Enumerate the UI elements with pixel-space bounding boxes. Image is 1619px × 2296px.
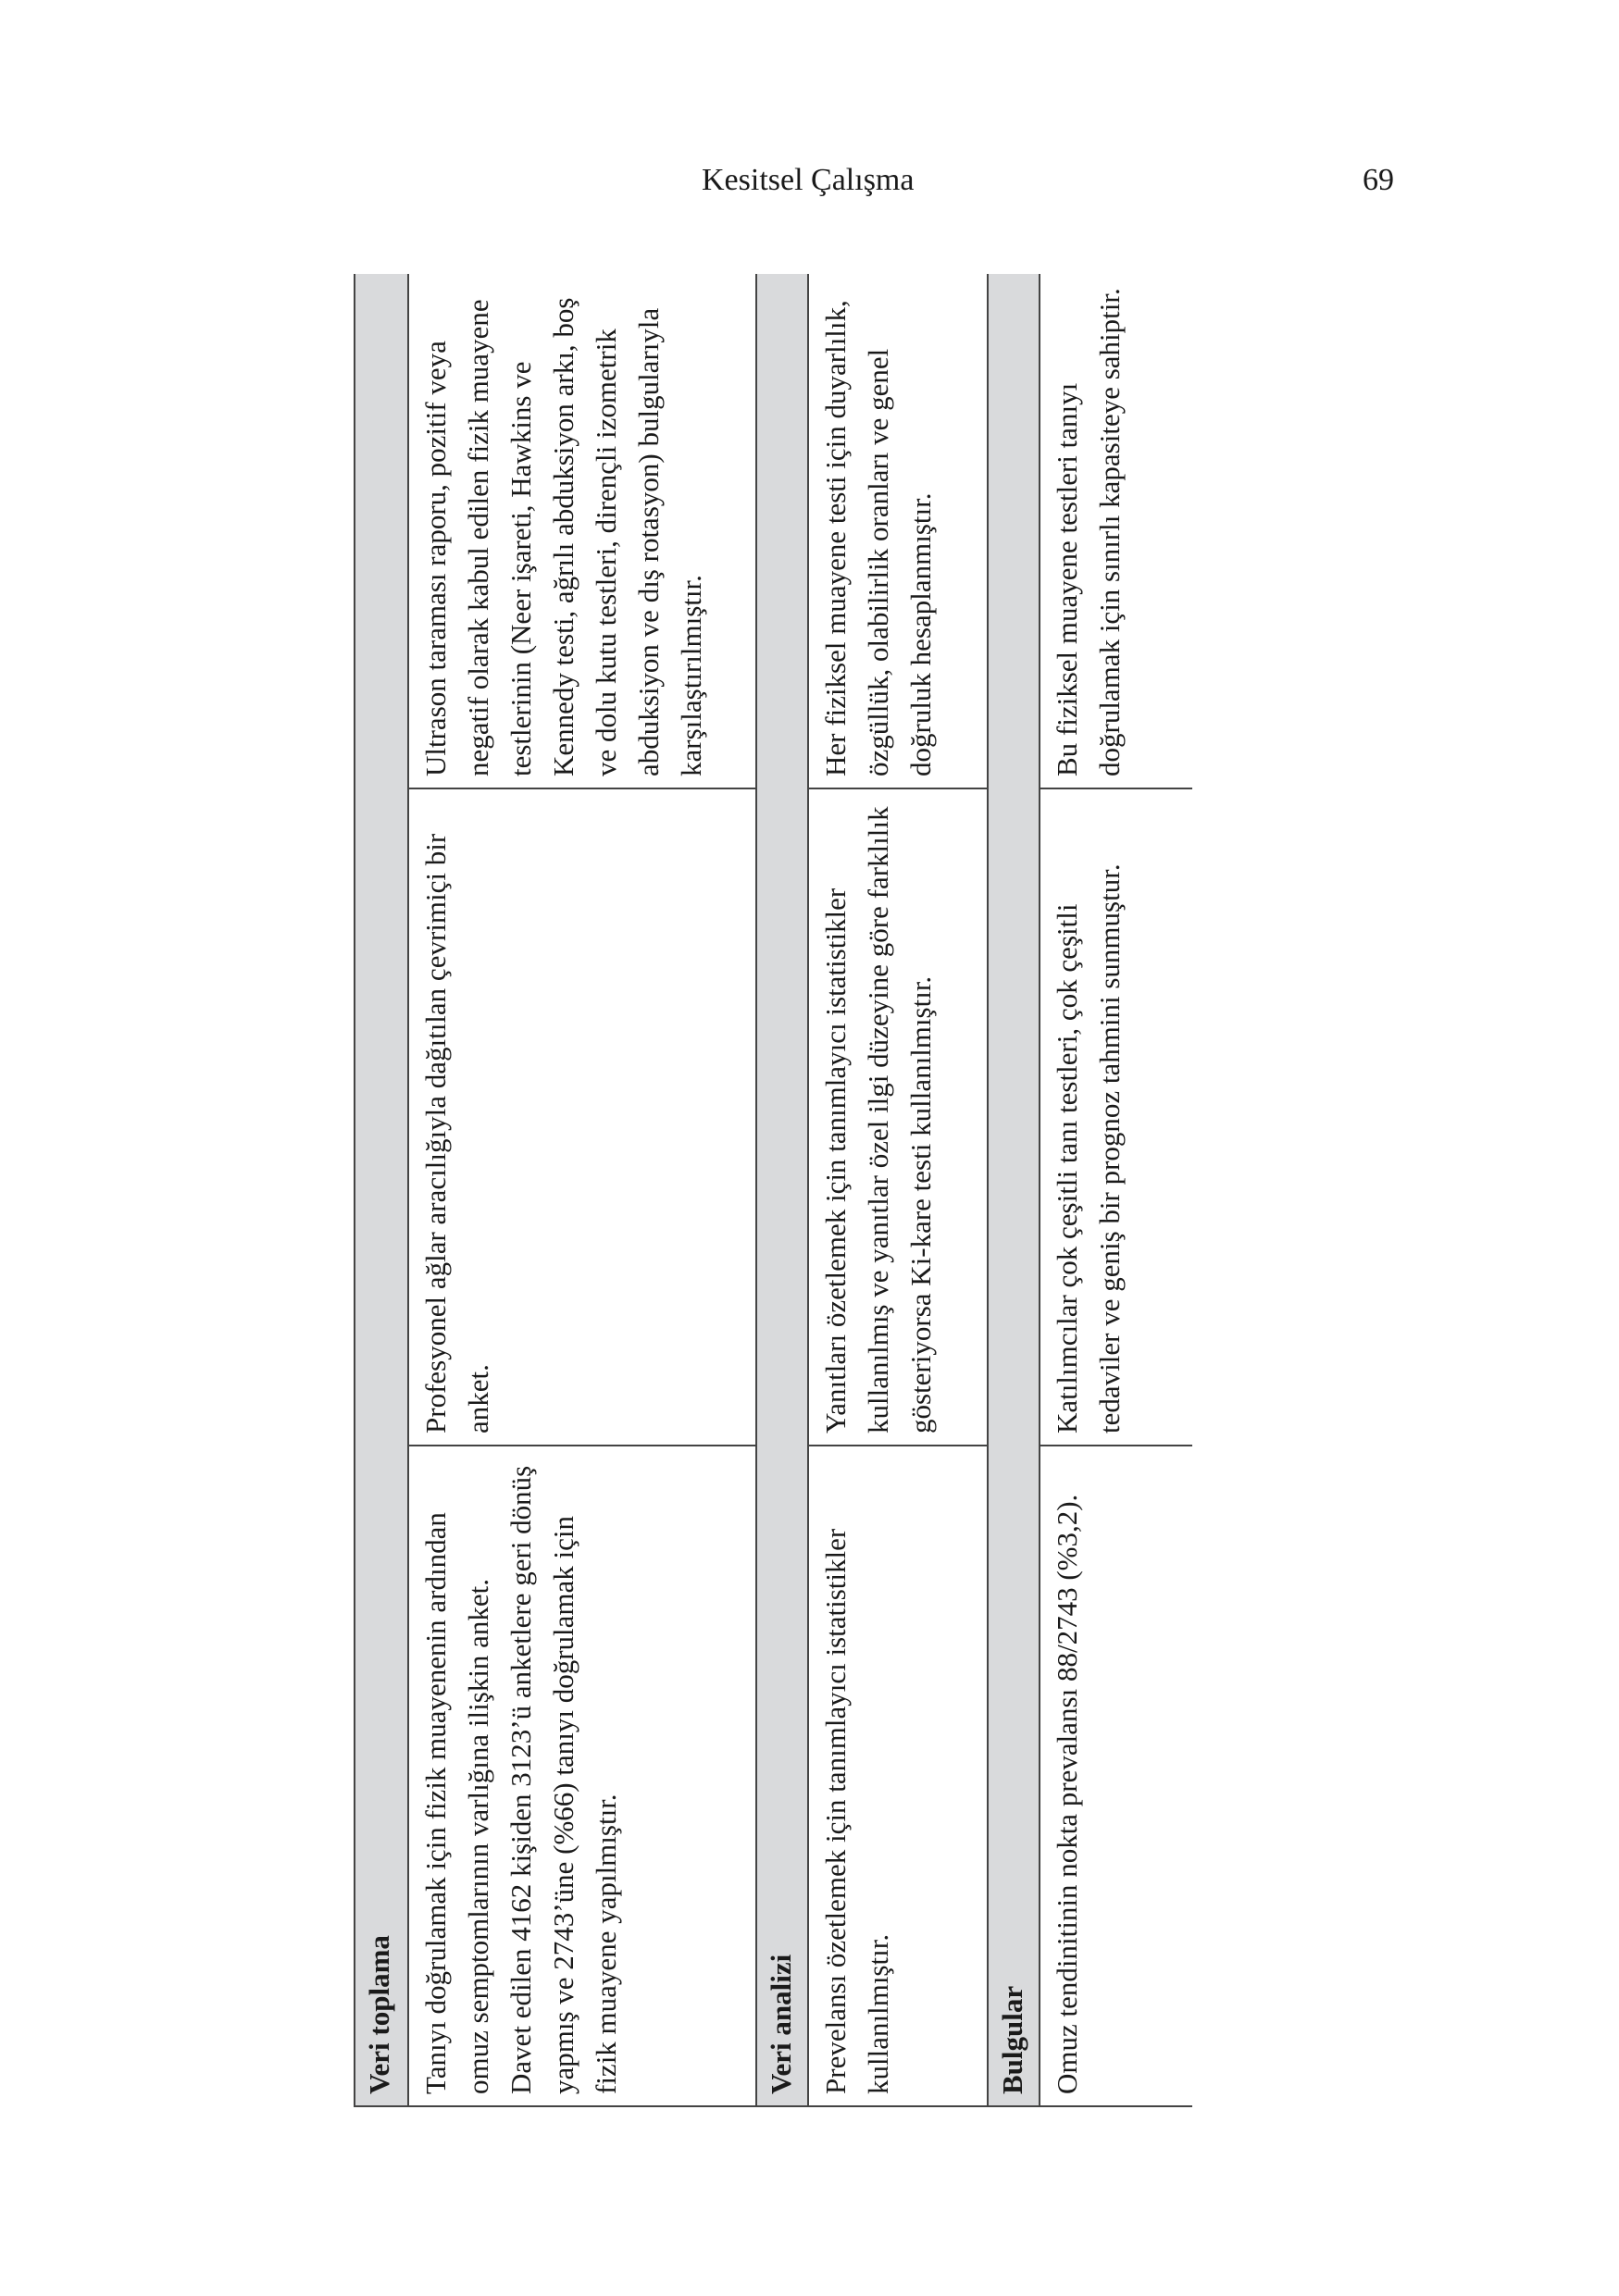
table-cell — [408, 1446, 756, 2106]
table-cell — [808, 1446, 988, 2106]
table-row — [1040, 274, 1192, 2106]
section-header-row — [988, 274, 1040, 2106]
section-header-row — [756, 274, 808, 2106]
cell-paragraph: Omuz tendinitinin nokta prevalansı 88/2743 (%3,2). — [1051, 1494, 1083, 2094]
cell-paragraph: Prevelansı özetlemek için tanımlayıcı istatistikler kullanılmıştır. — [819, 1528, 894, 2094]
table-row — [808, 274, 988, 2106]
cell-paragraph: Katılımcılar çok çeşitli tanı testleri, çok çeşitli tedaviler ve geniş bir prognoz tahmini sunmuştur. — [1051, 863, 1126, 1433]
section-header-row — [355, 274, 408, 2106]
cell-paragraph: Profesyonel ağlar aracılığıyla dağıtılan çevrimiçi bir anket. — [419, 833, 494, 1433]
page-number: 69 — [1363, 163, 1394, 197]
cell-paragraph: Yanıtları özetlemek için tanımlayıcı istatistikler kullanılmış ve yanıtlar özel ilgi düzeyine göre farklılık gösteriyorsa Ki-kare testi kullanılmıştır. — [819, 806, 937, 1433]
table-cell — [408, 274, 756, 788]
running-head — [0, 157, 1619, 204]
cell-paragraph: Her fiziksel muayene testi için duyarlılık, özgüllük, olabilirlik oranları ve genel doğruluk hesaplanmıştır. — [819, 300, 937, 776]
cell-paragraph: Ultrason taraması raporu, pozitif veya negatif olarak kabul edilen fizik muayene testlerinin (Neer işareti, Hawkins ve Kennedy testi, ağrılı abduksiyon arkı, boş ve dolu kutu testleri, dirençli izometrik abduksiyon ve dış rotasyon) bulgularıyla karşılaştırılmıştır. — [419, 297, 707, 776]
rotated-table-container — [354, 274, 1192, 2107]
study-comparison-table — [354, 274, 1192, 2107]
cell-paragraph: Tanıyı doğrulamak için fizik muayenenin ardından omuz semptomlarının varlığına ilişkin anket. — [419, 1512, 494, 2094]
cell-paragraph: Davet edilen 4162 kişiden 3123’ü anketlere geri dönüş yapmış ve 2743’üne (%66) tanıyı doğrulamak için fizik muayene yapılmıştır. — [504, 1465, 622, 2094]
cell-paragraph: Bu fiziksel muayene testleri tanıyı doğrulamak için sınırlı kapasiteye sahiptir. — [1051, 288, 1126, 776]
table-cell — [1040, 274, 1192, 788]
table-cell — [408, 788, 756, 1446]
table-cell — [1040, 788, 1192, 1446]
section-title: Veri analizi — [756, 274, 808, 2106]
rotated-table-frame — [354, 274, 1192, 2107]
table-cell — [1040, 1446, 1192, 2106]
section-title: Bulgular — [988, 274, 1040, 2106]
table-row — [408, 274, 756, 2106]
running-title: Kesitsel Çalışma — [702, 163, 915, 197]
table-cell — [808, 274, 988, 788]
table-cell — [808, 788, 988, 1446]
section-title: Veri toplama — [355, 274, 408, 2106]
